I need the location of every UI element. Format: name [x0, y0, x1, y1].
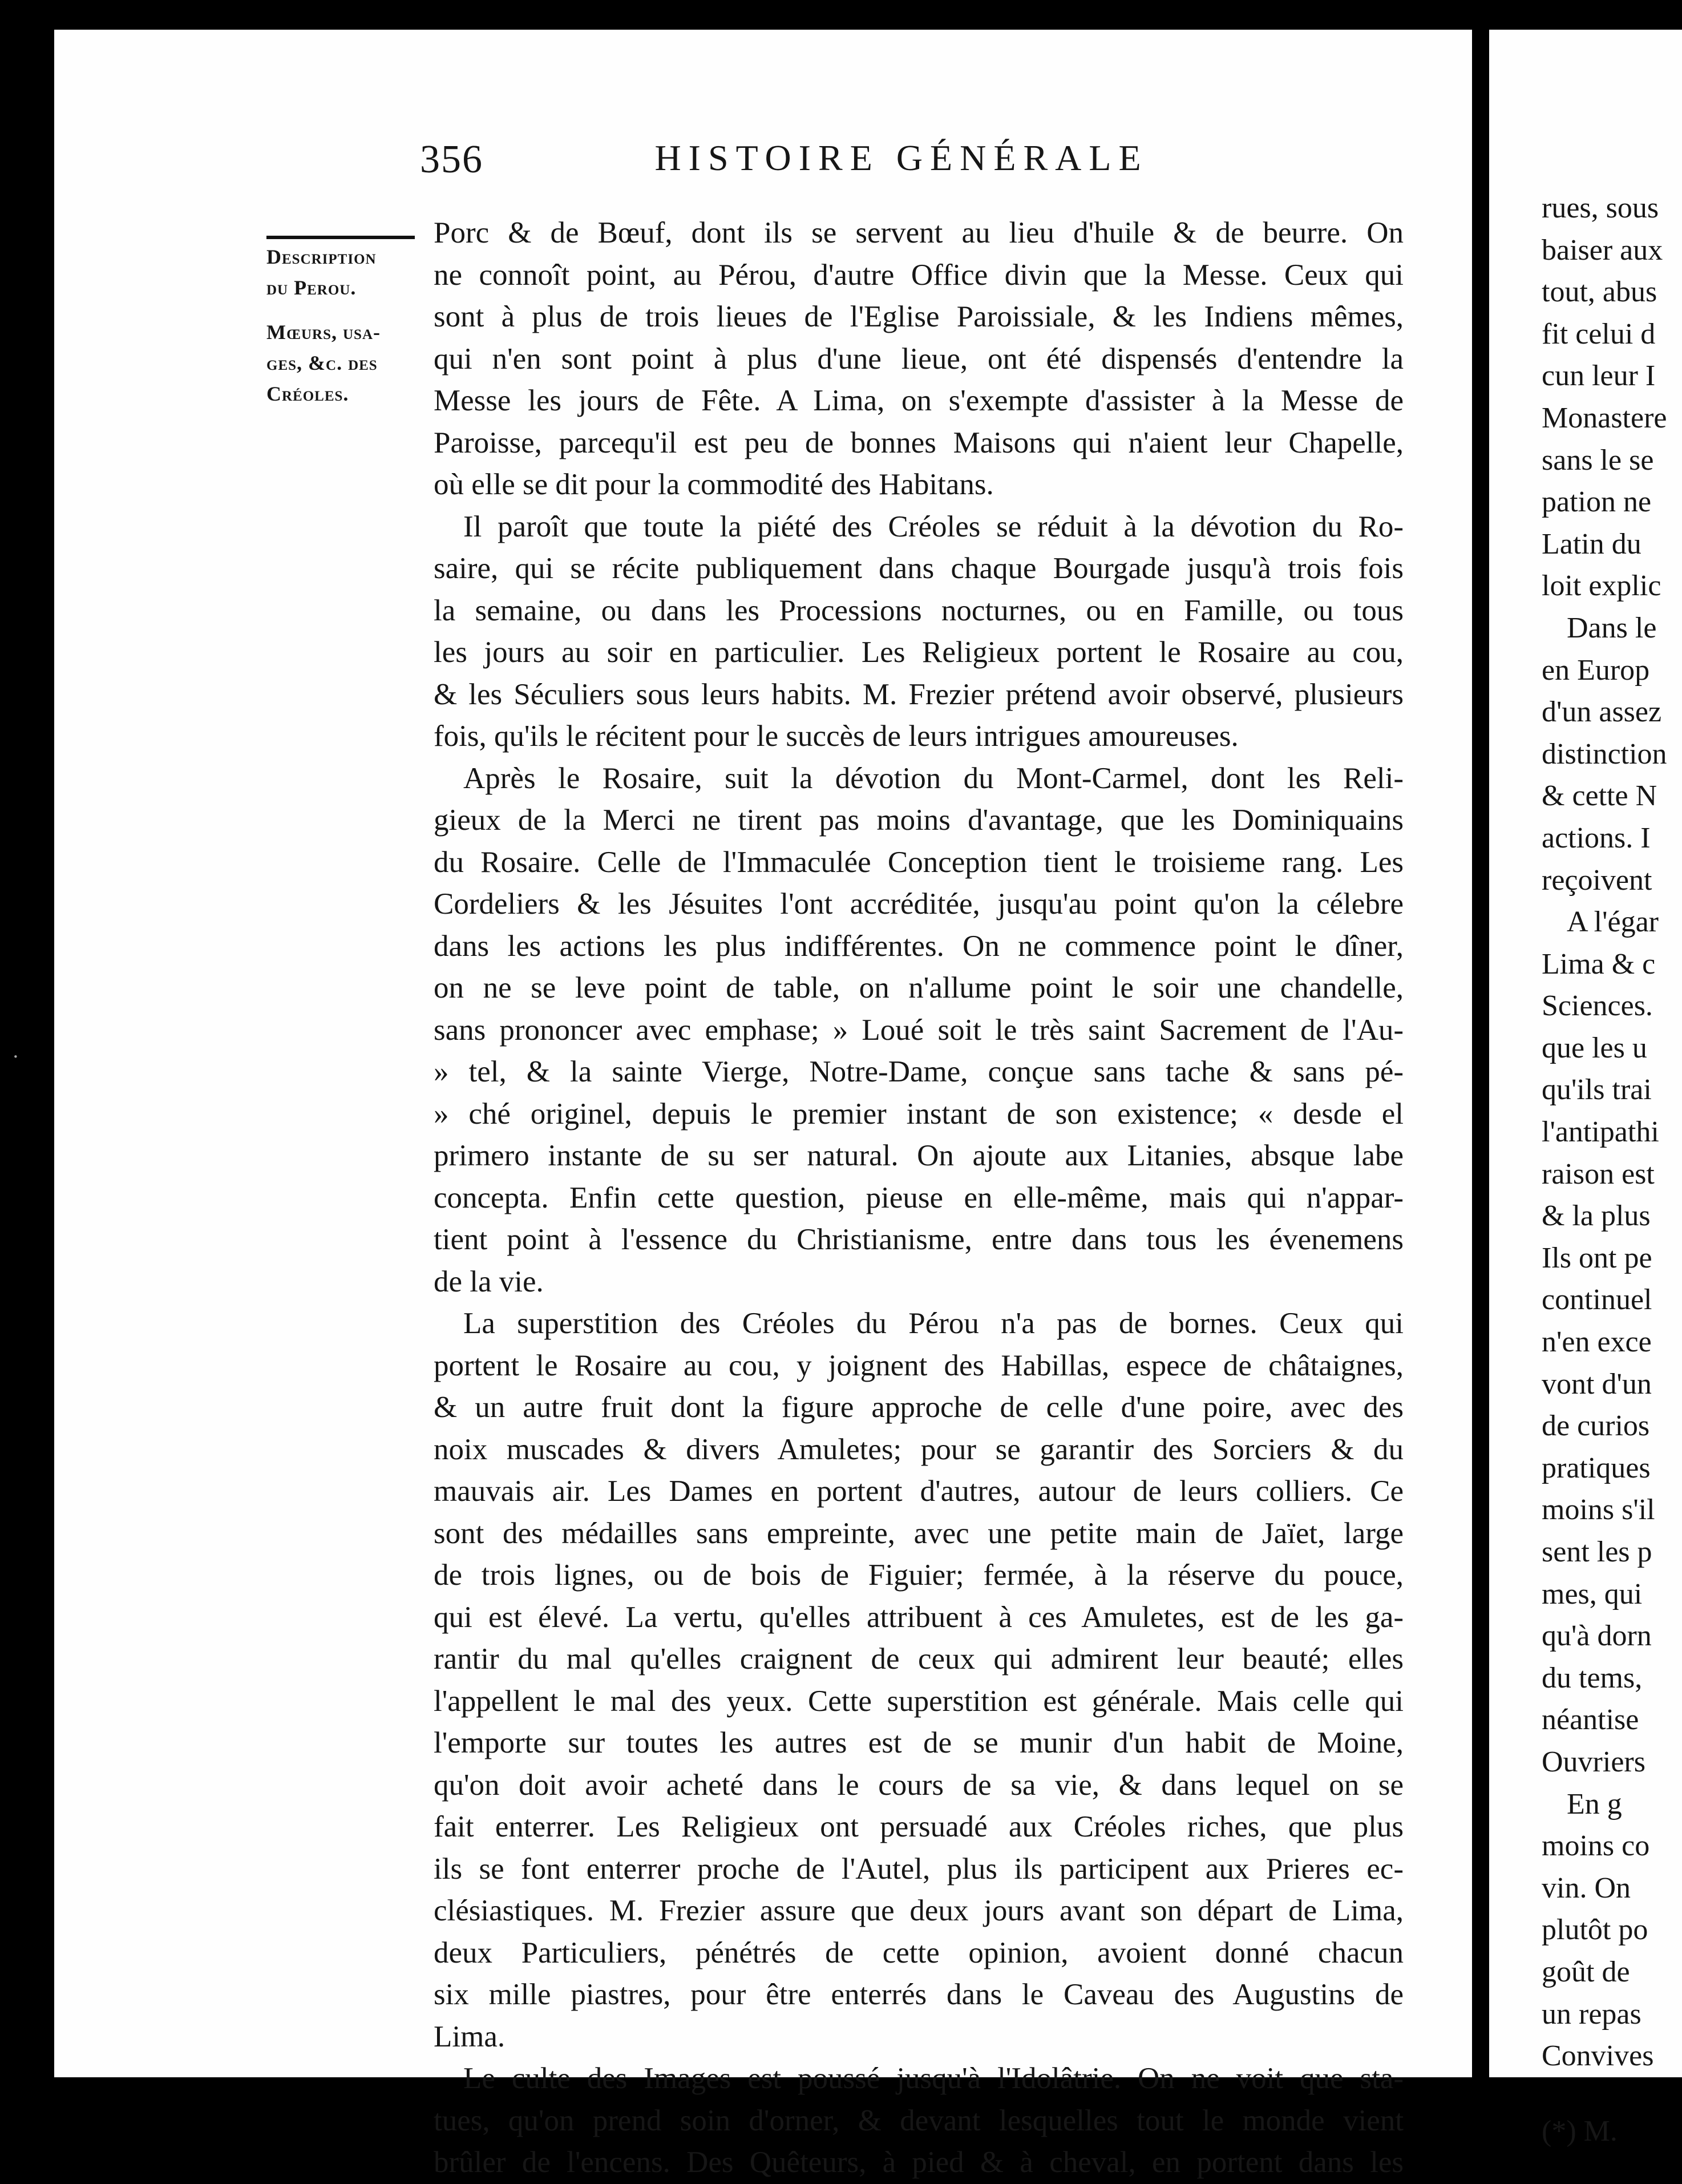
right-page-line: En g	[1567, 1787, 1622, 1820]
text-line: dans les actions les plus indifférentes. On ne commence point le dîner,	[434, 929, 1404, 963]
text-line: sont à plus de trois lieues de l'Eglise Paroissiale, & les Indiens mêmes,	[434, 300, 1404, 333]
text-line: mauvais air. Les Dames en portent d'autres, autour de leurs colliers. Ce	[434, 1475, 1404, 1508]
text-line: Le culte des Images est poussé jusqu'à l'Idolâtrie. On ne voit que sta-	[463, 2062, 1404, 2095]
text-line: tues, qu'on prend soin d'orner, & devant lesquelles tout le monde vient	[434, 2104, 1404, 2137]
right-page-line: Sciences.	[1542, 990, 1653, 1023]
text-line: les jours au soir en particulier. Les Religieux portent le Rosaire au cou,	[434, 636, 1404, 669]
running-header	[365, 137, 1438, 211]
right-page-line: distinction	[1542, 737, 1667, 770]
text-line: l'appellent le mal des yeux. Cette superstition est générale. Mais celle qui	[434, 1684, 1404, 1718]
right-page-line: en Europ	[1542, 653, 1650, 687]
right-page-line: qu'ils trai	[1542, 1073, 1652, 1107]
right-page-line: Dans le	[1567, 611, 1657, 644]
right-page-line: loit explic	[1542, 570, 1661, 603]
right-page-line: plutôt po	[1542, 1913, 1648, 1947]
text-line: saire, qui se récite publiquement dans chaque Bourgade jusqu'à trois fois	[434, 552, 1404, 585]
text-line: six mille piastres, pour être enterrés dans le Caveau des Augustins de	[434, 1978, 1404, 2011]
text-line: » tel, & la sainte Vierge, Notre-Dame, conçue sans tache & sans pé-	[434, 1055, 1404, 1088]
text-line: clésiastiques. M. Frezier assure que deux jours avant son départ de Lima,	[434, 1894, 1404, 1927]
right-page-line: actions. I	[1542, 821, 1651, 854]
text-line: Cordeliers & les Jésuites l'ont accréditée, jusqu'au point qu'on la célebre	[434, 887, 1404, 921]
running-title: HISTOIRE GÉNÉRALE	[654, 138, 1149, 178]
text-line: Il paroît que toute la piété des Créoles se réduit à la dévotion du Ro-	[463, 510, 1404, 543]
text-line: on ne se leve point de table, on n'allume point le soir une chandelle,	[434, 971, 1404, 1004]
right-page-line: d'un assez	[1542, 696, 1662, 729]
text-line: la semaine, ou dans les Processions nocturnes, ou en Famille, ou tous	[434, 594, 1404, 627]
right-page-line: qu'à dorn	[1542, 1620, 1652, 1653]
right-page-line: fit celui d	[1542, 317, 1656, 350]
right-page-line: mes, qui	[1542, 1577, 1643, 1610]
text-line: de la vie.	[434, 1265, 544, 1298]
right-page-line: un repas	[1542, 1997, 1641, 2030]
text-line: rantir du mal qu'elles craignent de ceux qui admirent leur beauté; elles	[434, 1642, 1404, 1676]
text-line: du Rosaire. Celle de l'Immaculée Conception tient le troisieme rang. Les	[434, 845, 1404, 879]
text-line: Messe les jours de Fête. A Lima, on s'exempte d'assister à la Messe de	[434, 384, 1404, 417]
text-line: Après le Rosaire, suit la dévotion du Mont-Carmel, dont les Reli-	[463, 761, 1404, 795]
right-page-line: cun leur I	[1542, 360, 1656, 393]
text-line: noix muscades & divers Amuletes; pour se garantir des Sorciers & du	[434, 1432, 1404, 1466]
page-gutter	[1472, 0, 1489, 2115]
right-page-line: moins s'il	[1542, 1493, 1655, 1527]
right-page-line: Ouvriers	[1542, 1745, 1645, 1778]
right-page-line: & la plus	[1542, 1200, 1651, 1233]
right-page-line: pratiques	[1542, 1451, 1651, 1484]
right-page-line: rues, sous	[1542, 192, 1659, 224]
right-page-line: continuel	[1542, 1283, 1652, 1317]
margin-note-line: Créoles.	[266, 382, 349, 405]
text-line: primero instante de su ser natural. On ajoute aux Litanies, absque labe	[434, 1139, 1404, 1172]
text-line: deux Particuliers, pénétrés de cette opinion, avoient donné chacun	[434, 1936, 1404, 1969]
right-page-line: moins co	[1542, 1830, 1650, 1863]
margin-note-line: ges, &c. des	[266, 352, 378, 374]
right-page-line: l'antipathi	[1542, 1116, 1659, 1149]
text-line: » ché originel, depuis le premier instant de son existence; « desde el	[434, 1097, 1404, 1131]
text-line: de trois lignes, ou de bois de Figuier; fermée, à la réserve du pouce,	[434, 1559, 1404, 1592]
text-line: Paroisse, parcequ'il est peu de bonnes Maisons qui n'aient leur Chapelle,	[434, 426, 1404, 459]
right-page-line: raison est	[1542, 1157, 1655, 1190]
right-page-line: baiser aux	[1542, 233, 1663, 267]
margin-note-line: Description	[266, 245, 377, 268]
margin-note-line: Mœurs, usa-	[266, 321, 381, 344]
right-page-line: & cette N	[1542, 780, 1657, 813]
page-number: 356	[420, 138, 483, 181]
right-page-text	[1542, 187, 1667, 2152]
text-line: ils se font enterrer proche de l'Autel, plus ils participent aux Prieres ec-	[434, 1852, 1404, 1886]
right-page-line: (*) M.	[1542, 2114, 1618, 2147]
text-line: sans prononcer avec emphase; » Loué soit le très saint Sacrement de l'Au-	[434, 1013, 1404, 1047]
right-page-line: vin. On	[1542, 1871, 1631, 1904]
right-page-line: sent les p	[1542, 1536, 1652, 1568]
right-page-line: Lima & c	[1542, 947, 1656, 980]
right-page-line: Ils ont pe	[1542, 1241, 1652, 1274]
text-line: concepta. Enfin cette question, pieuse en elle-même, mais qui n'appar-	[434, 1181, 1404, 1214]
right-page-line: Monastere	[1542, 401, 1667, 434]
text-line: & les Séculiers sous leurs habits. M. Frezier prétend avoir observé, plusieurs	[434, 677, 1404, 711]
scan-speck: ·	[13, 1045, 19, 1068]
right-page-line: reçoivent	[1542, 863, 1652, 897]
text-line: fait enterrer. Les Religieux ont persuadé aux Créoles riches, que plus	[434, 1810, 1404, 1843]
text-line: sont des médailles sans empreinte, avec une petite main de Jaïet, large	[434, 1516, 1404, 1550]
right-page-line: tout, abus	[1542, 276, 1657, 309]
text-line: où elle se dit pour la commodité des Habitans.	[434, 468, 994, 501]
right-page-line: pation ne	[1542, 486, 1652, 519]
text-line: Lima.	[434, 2020, 506, 2053]
right-page-line: n'en exce	[1542, 1326, 1652, 1359]
margin-note	[266, 236, 416, 409]
right-page-line: Convives	[1542, 2040, 1654, 2073]
text-line: ne connoît point, au Pérou, d'autre Office divin que la Messe. Ceux qui	[434, 258, 1404, 292]
text-line: qu'on doit avoir acheté dans le cours de sa vie, & dans lequel on se	[434, 1768, 1404, 1802]
right-page-line: de curios	[1542, 1410, 1650, 1443]
text-line: qui est élevé. La vertu, qu'elles attribuent à ces Amuletes, est de les ga-	[434, 1600, 1404, 1634]
right-page-line: du tems,	[1542, 1661, 1643, 1694]
text-line: gieux de la Merci ne tirent pas moins d'avantage, que les Dominiquains	[434, 804, 1404, 837]
right-page-line: goût de	[1542, 1955, 1630, 1988]
right-page-line: sans le se	[1542, 443, 1654, 477]
text-line: La superstition des Créoles du Pérou n'a pas de bornes. Ceux qui	[463, 1307, 1404, 1340]
text-line: Porc & de Bœuf, dont ils se servent au lieu d'huile & de beurre. On	[434, 216, 1404, 249]
right-page-line: que les u	[1542, 1031, 1647, 1064]
right-page-line: A l'égar	[1567, 906, 1659, 939]
right-page-line: néantise	[1542, 1703, 1639, 1737]
text-line: brûler de l'encens. Des Quêteurs, à pied & à cheval, en portent dans les	[434, 2146, 1404, 2179]
main-text-column	[434, 212, 1404, 2184]
text-line: fois, qu'ils le récitent pour le succès de leurs intrigues amoureuses.	[434, 720, 1239, 753]
text-line: & un autre fruit dont la figure approche de celle d'une poire, avec des	[434, 1391, 1404, 1424]
right-page-line: Latin du	[1542, 527, 1641, 560]
text-line: portent le Rosaire au cou, y joignent des Habillas, espece de châtaignes,	[434, 1349, 1404, 1382]
text-line: l'emporte sur toutes les autres est de se munir d'un habit de Moine,	[434, 1726, 1404, 1759]
text-line: tient point à l'essence du Christianisme, entre dans tous les évenemens	[434, 1223, 1404, 1256]
margin-note-line: du Perou.	[266, 276, 357, 299]
text-line: qui n'en sont point à plus d'une lieue, ont été dispensés d'entendre la	[434, 342, 1404, 376]
right-page-line: vont d'un	[1542, 1367, 1652, 1400]
